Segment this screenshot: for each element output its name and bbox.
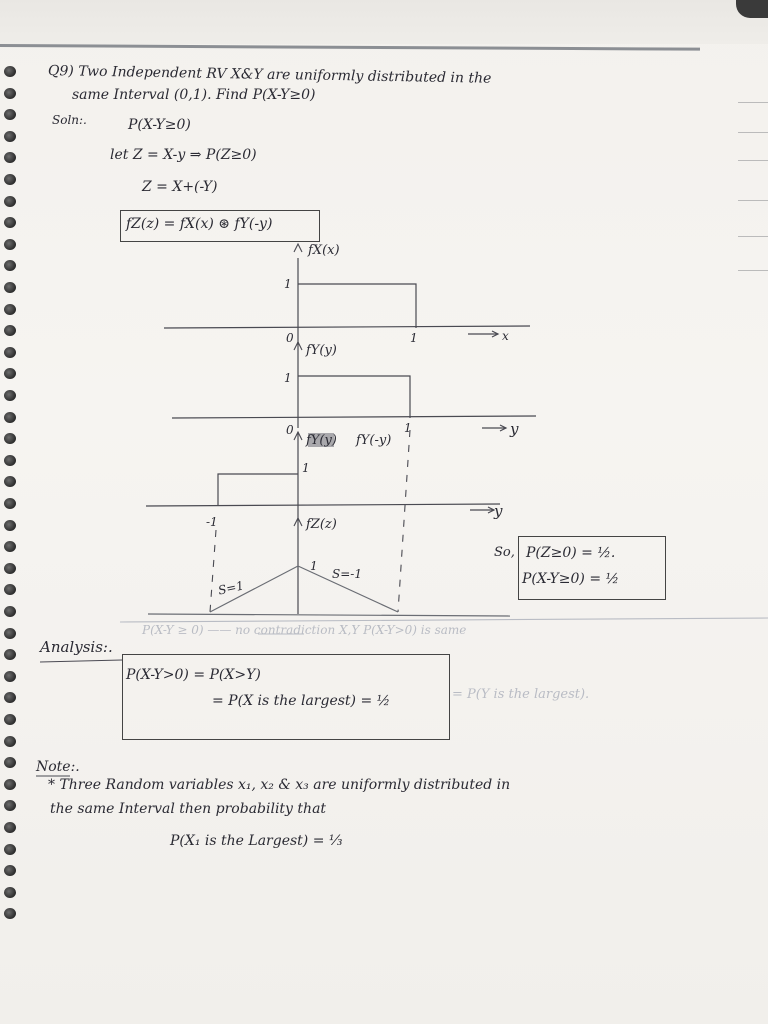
analysis-underline [40,660,122,662]
convolution-formula: fZ(z) = fX(x) ⊛ fY(-y) [126,216,273,232]
analysis-line-2: = P(X is the largest) = ½ [212,693,391,709]
analysis-faint-rule [120,618,768,622]
question-line-1: Q9) Two Independent RV X&Y are uniformly distributed in the [47,63,492,87]
note-label: Note:. [36,759,80,775]
solution-step-3: Z = X+(-Y) [142,179,218,195]
solution-step-2: let Z = X-y ⇒ P(Z≥0) [110,147,257,163]
fz-one-label: 1 [310,559,318,573]
fy-rectangle [298,376,410,418]
neg-one-label: -1 [206,515,218,529]
result-line-2: P(X-Y≥0) = ½ [522,571,620,587]
fy-one-tick-label: 1 [404,421,412,435]
analysis-faint-text: P(X-Y ≥ 0) —— no contradiction X,Y P(X-Y>0) is same [142,623,467,637]
dashed-guide-left [210,530,216,612]
fy-one-label: 1 [284,371,292,385]
fx-label: fX(x) [308,243,340,258]
y-axis-label: y [510,420,519,438]
slope-pos-label: S=1 [216,578,246,598]
fy-horizontal-axis [172,416,536,418]
fx-rectangle [298,284,416,328]
fx-axis-arrow [294,244,302,252]
result-line-1: P(Z≥0) = ½. [526,545,616,561]
fx-one-tick-label: 1 [410,331,418,345]
fyneg-horizontal-axis [146,504,500,506]
note-line-1: * Three Random variables x₁, x₂ & x₃ are uniformly distributed in [48,777,511,793]
analysis-faint-tail: = P(Y is the largest). [452,687,590,702]
fx-one-label: 1 [284,277,292,291]
fy-zero-label: 0 [286,423,294,437]
fz-label: fZ(z) [306,517,337,532]
note-line-3: P(X₁ is the Largest) = ⅓ [170,833,343,849]
slope-neg-label: S=-1 [332,567,362,581]
fx-horizontal-axis [164,326,530,328]
fyneg-one-label: 1 [302,461,310,475]
fyneg-scribble-label: fY(y) [306,433,337,448]
analysis-line-1: P(X-Y>0) = P(X>Y) [126,667,261,683]
note-line-2: the same Interval then probability that [50,801,327,817]
y-axis-label-2: y [494,502,503,520]
solution-label: Soln:. [52,113,87,127]
dashed-guide-right [398,430,410,612]
fy-label: fY(y) [306,343,337,358]
fx-zero-label: 0 [286,331,294,345]
fyneg-rectangle [218,474,298,506]
result-prefix: So, [494,545,515,560]
analysis-label: Analysis:. [40,638,113,656]
x-axis-label: x [502,329,509,343]
question-line-2: same Interval (0,1). Find P(X-Y≥0) [72,87,316,103]
fz-horizontal-axis [148,614,510,616]
solution-step-1: P(X-Y≥0) [128,117,191,133]
fyneg-label: fY(-y) [356,433,392,448]
